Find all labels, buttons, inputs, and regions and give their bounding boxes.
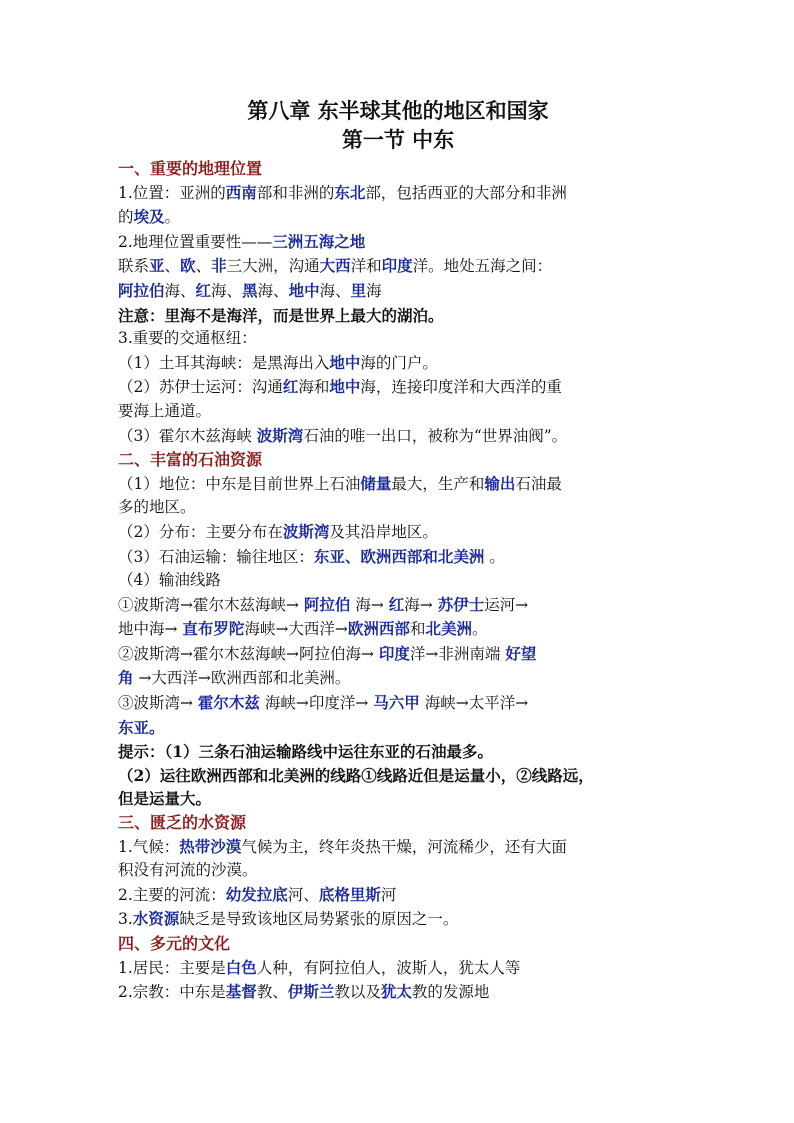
text-segment: ③波斯湾→ — [118, 694, 198, 713]
keyword: 红 — [388, 594, 405, 614]
text-segment: 教、 — [256, 983, 288, 1002]
text-line — [118, 569, 678, 593]
text-line — [118, 424, 678, 449]
text-line — [118, 617, 678, 642]
keyword: 非 — [211, 256, 227, 276]
keyword: 三洲五海之地 — [272, 231, 366, 251]
text-segment: 3. — [118, 910, 133, 929]
text-segment: （3）霍尔木兹海峡 — [118, 426, 257, 445]
text-segment: 2.地理位置重要性—— — [118, 232, 273, 251]
text-segment: 。 — [471, 620, 488, 639]
text-segment: 气候为主，终年炎热干燥，河流稀少，还有大面 — [241, 837, 567, 856]
text-segment: 多的地区。 — [118, 498, 196, 517]
text-segment: 三大洲，沟通 — [226, 257, 320, 276]
keyword: 东亚。 — [118, 717, 165, 737]
text-segment: 海峡→大西洋→ — [244, 620, 348, 639]
text-segment: 三、匮乏的水资源 — [118, 813, 247, 833]
keyword: 里 — [350, 280, 367, 300]
text-line — [118, 956, 678, 981]
text-segment: 1.居民：主要是 — [118, 958, 226, 977]
text-segment: 一、重要的地理位置 — [118, 159, 263, 178]
text-segment: 石油最 — [515, 474, 562, 493]
text-segment: 2.宗教：中东是 — [118, 983, 226, 1002]
text-segment: ①波斯湾→霍尔木兹海峡→ — [118, 595, 304, 614]
keyword: 埃及 — [133, 207, 165, 227]
text-line — [118, 254, 678, 279]
keyword: 阿拉伯 — [118, 280, 165, 300]
keyword: 好望 — [505, 643, 537, 663]
text-segment: 河 — [380, 885, 397, 904]
text-line — [118, 666, 678, 691]
text-segment: 人种，有阿拉伯人，波斯人，犹太人等 — [256, 958, 521, 977]
text-segment: 积没有河流的沙漠。 — [118, 861, 258, 880]
keyword: 波斯湾 — [282, 521, 330, 541]
text-line — [118, 883, 678, 908]
text-segment: 要海上通道。 — [118, 401, 212, 420]
text-segment: 教的发源地 — [411, 983, 490, 1002]
text-segment: 。 — [164, 208, 181, 227]
text-segment: 海、 — [211, 281, 243, 300]
text-line — [118, 496, 678, 520]
text-segment: （2）运往欧洲西部和北美洲的线路①线路近但是运量小，②线路远， — [118, 765, 594, 785]
keyword: 欧洲西部 — [347, 619, 410, 639]
keyword: 幼发拉底 — [225, 884, 288, 904]
text-segment: 海→ — [350, 595, 389, 614]
keyword: 苏伊士 — [437, 594, 485, 614]
text-segment: 、 — [164, 257, 181, 276]
keyword: 直布罗陀 — [182, 619, 245, 639]
text-segment: 洋。地处五海之间： — [412, 257, 553, 276]
text-segment: 最大，生产和 — [391, 474, 485, 493]
section-heading — [118, 811, 678, 835]
text-segment: 部，包括西亚的大部分和非洲 — [365, 183, 567, 202]
keyword: 底格里斯 — [318, 884, 381, 904]
keyword: 输出 — [484, 473, 516, 493]
text-line — [118, 375, 678, 400]
keyword: 地中 — [329, 352, 361, 372]
text-segment: 海，连接印度洋和大西洋的重 — [360, 378, 562, 397]
section-heading — [118, 932, 678, 956]
note-line — [118, 764, 678, 788]
text-line — [118, 980, 678, 1005]
text-line — [118, 545, 678, 570]
text-line — [118, 472, 678, 497]
text-segment: 海峡→印度洋→ — [259, 694, 374, 713]
keyword: 伊斯兰 — [287, 982, 335, 1002]
keyword: 马六甲 — [373, 693, 420, 713]
text-segment: 。 — [484, 547, 505, 566]
keyword: 白色 — [225, 957, 257, 977]
keyword: 水资源 — [132, 909, 180, 929]
keyword: 东北 — [334, 182, 366, 202]
keyword: 印度 — [381, 256, 413, 276]
text-segment: （1）地位：中东是目前世界上石油 — [118, 474, 361, 493]
text-segment: 但是运量大。 — [118, 789, 212, 809]
text-segment: 及其沿岸地区。 — [329, 522, 438, 541]
section-heading — [118, 448, 678, 472]
text-segment: 2.主要的河流： — [118, 885, 226, 904]
keyword: 波斯湾 — [256, 425, 304, 445]
text-segment: ②波斯湾→霍尔木兹海峡→阿拉伯海→ — [118, 644, 379, 663]
text-segment: （3）石油运输：输往地区： — [118, 547, 314, 566]
note-line — [118, 740, 678, 764]
text-line — [118, 520, 678, 545]
keyword: 欧 — [180, 256, 196, 276]
document-page — [118, 96, 678, 1005]
text-segment: 联系 — [118, 257, 150, 276]
text-segment: 海→ — [404, 595, 438, 614]
keyword: 红 — [195, 280, 212, 300]
text-segment: 注意：里海不是海洋，而是世界上最大的湖泊。 — [118, 305, 444, 325]
text-segment: 四、多元的文化 — [118, 934, 231, 953]
text-line — [118, 205, 678, 230]
text-segment: 地中海→ — [118, 620, 183, 639]
section-title: 第一节 中东 — [341, 127, 455, 152]
keyword: 地中 — [329, 377, 361, 397]
text-segment: （2）苏伊士运河：沟通 — [118, 378, 283, 397]
keyword: 西南 — [225, 182, 257, 202]
section-heading — [118, 157, 678, 181]
text-segment: 和 — [409, 620, 426, 639]
text-segment: 缺乏是导致该地区局势紧张的原因之一。 — [179, 910, 459, 929]
text-segment: 3.重要的交通枢纽： — [118, 329, 257, 348]
text-segment: 海和 — [298, 378, 330, 397]
keyword: 黑 — [242, 280, 258, 300]
text-segment: 教以及 — [334, 983, 381, 1002]
keyword: 印度 — [378, 643, 410, 663]
keyword: 霍尔木兹 — [197, 693, 260, 713]
keyword: 东亚、欧洲西部和北美洲 — [313, 546, 485, 566]
text-segment: 1.气候： — [118, 837, 180, 856]
keyword: 储量 — [360, 473, 392, 493]
chapter-title: 第八章 东半球其他的地区和国家 — [247, 98, 549, 123]
keyword: 基督 — [225, 982, 257, 1002]
keyword: 热带沙漠 — [179, 836, 242, 856]
keyword: 犹太 — [380, 982, 412, 1002]
text-segment: 部和非洲的 — [256, 183, 335, 202]
text-segment: 洋和 — [350, 257, 382, 276]
text-segment: 1.位置：亚洲的 — [118, 183, 226, 202]
text-segment: 海峡→太平洋→ — [419, 694, 529, 713]
text-segment: 运河→ — [484, 595, 529, 614]
keyword: 地中 — [288, 280, 320, 300]
text-segment: 海、 — [319, 281, 351, 300]
note-line — [118, 787, 678, 811]
document-body — [118, 157, 678, 1005]
text-segment: 二、丰富的石油资源 — [118, 450, 263, 470]
text-segment: 海 — [366, 281, 382, 300]
text-line — [118, 400, 678, 424]
text-segment: 的 — [118, 208, 134, 227]
text-line — [118, 835, 678, 860]
keyword: 红 — [282, 377, 299, 397]
text-line — [118, 230, 678, 255]
text-segment: 海、 — [164, 281, 196, 300]
keyword: 大西 — [319, 256, 351, 276]
text-segment: （4）输油线路 — [118, 571, 221, 590]
text-line — [118, 691, 678, 716]
text-segment: 海的门户。 — [360, 353, 438, 372]
text-segment: （1）土耳其海峡：是黑海出入 — [118, 353, 330, 372]
text-line — [118, 642, 678, 667]
keyword: 阿拉伯 — [303, 594, 351, 614]
text-segment: 提示：（1）三条石油运输路线中运往东亚的石油最多。 — [118, 742, 494, 762]
text-line — [118, 279, 678, 304]
text-segment: （2）分布：主要分布在 — [118, 522, 283, 541]
text-line — [118, 907, 678, 932]
text-line — [118, 859, 678, 883]
text-segment: 石油的唯一出口，被称为“世界油阀”。 — [303, 426, 568, 445]
text-line — [118, 351, 678, 376]
text-segment: 海、 — [257, 281, 289, 300]
text-segment: →大西洋→欧洲西部和北美洲。 — [133, 669, 351, 688]
keyword: 亚 — [149, 256, 165, 276]
text-line — [118, 593, 678, 618]
text-line — [118, 327, 678, 351]
text-segment: 洋→非洲南端 — [409, 644, 506, 663]
text-segment: 河、 — [287, 885, 319, 904]
text-line — [118, 716, 678, 741]
keyword: 北美洲 — [425, 619, 472, 639]
note-line — [118, 304, 678, 328]
text-segment: 、 — [195, 257, 212, 276]
text-line — [118, 181, 678, 206]
keyword: 角 — [118, 668, 134, 688]
